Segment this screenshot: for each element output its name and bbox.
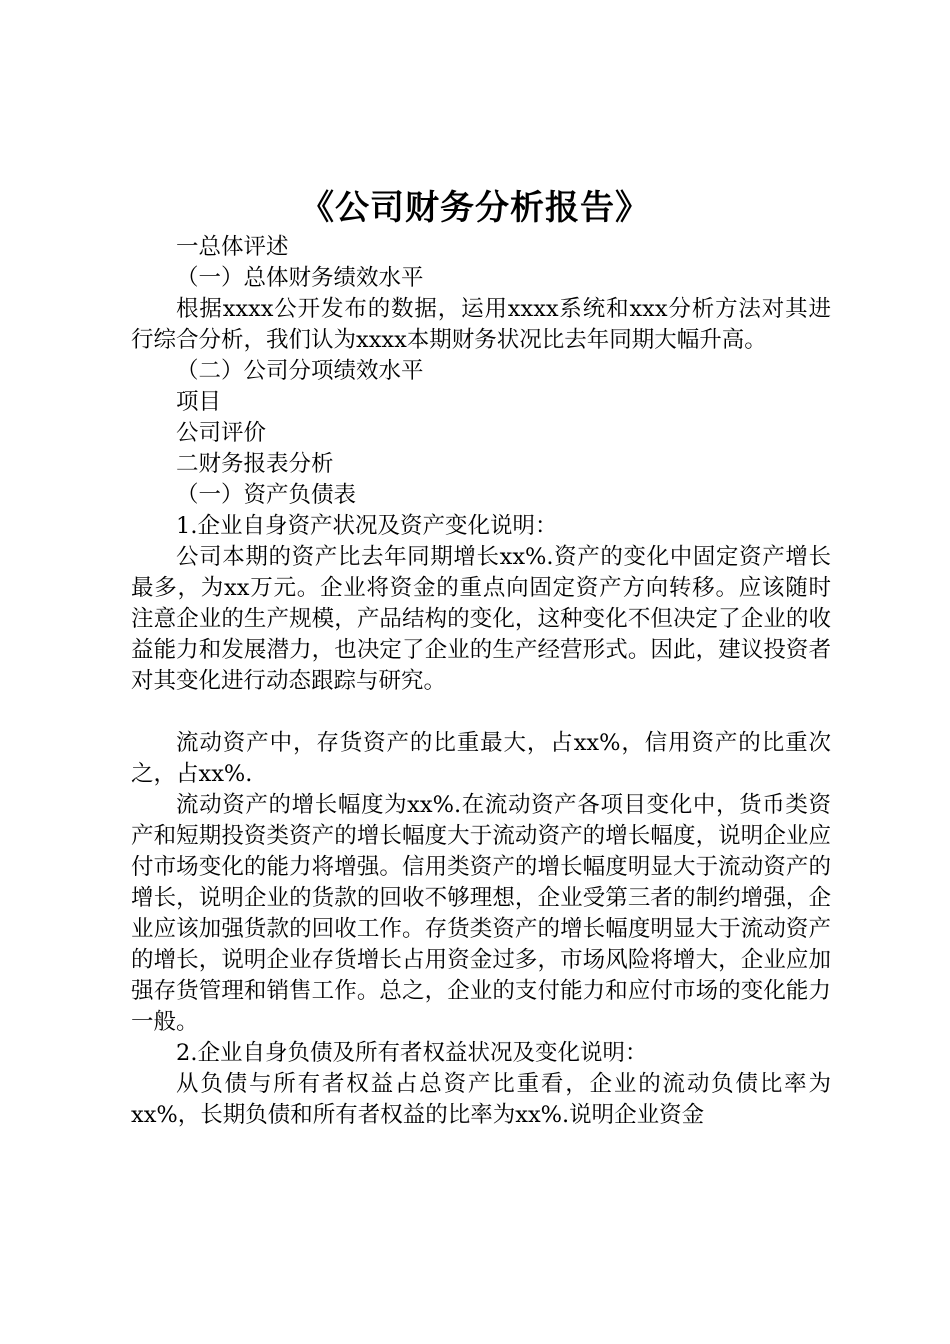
blank-line [131,697,831,728]
paragraph-overall-analysis: 根据xxxx公开发布的数据，运用xxxx系统和xxx分析方法对其进行综合分析，我们认为xxxx本期财务状况比去年同期大幅升高。 [131,296,831,353]
sub-heading-liabilities-equity: 2.企业自身负债及所有者权益状况及变化说明： [176,1040,648,1066]
company-evaluation-label: 公司评价 [176,420,267,446]
document-body [131,232,831,1131]
paragraph-current-assets-share: 流动资产中，存货资产的比重最大，占xx%，信用资产的比重次之，占xx%. [131,730,831,787]
subsection-heading-overall-performance: （一）总体财务绩效水平 [176,265,424,291]
sub-heading-asset-status: 1.企业自身资产状况及资产变化说明： [176,513,558,539]
subsection-heading-balance-sheet: （一）资产负债表 [176,482,357,508]
section-heading-statement-analysis: 二财务报表分析 [176,451,334,477]
section-heading-overall-review: 一总体评述 [176,234,289,260]
paragraph-liabilities-ratio: 从负债与所有者权益占总资产比重看，企业的流动负债比率为xx%，长期负债和所有者权益的比率为xx%.说明企业资金 [131,1071,831,1128]
item-label: 项目 [176,389,222,415]
subsection-heading-itemized-performance: （二）公司分项绩效水平 [176,358,424,384]
paragraph-current-assets-growth: 流动资产的增长幅度为xx%.在流动资产各项目变化中，货币类资产和短期投资类资产的增长幅度大于流动资产的增长幅度，说明企业应付市场变化的能力将增强。信用类资产的增长幅度明显大于流动资产的增长，说明企业的货款的回收不够理想，企业受第三者的制约增强，企业应该加强货款的回收工作。存货类资产的增长幅度明显大于流动资产的增长，说明企业存货增长占用资金过多，市场风险将增大，企业应加强存货管理和销售工作。总之，企业的支付能力和应付市场的变化能力一般。 [131,792,831,1035]
paragraph-asset-change: 公司本期的资产比去年同期增长xx%.资产的变化中固定资产增长最多，为xx万元。企业将资金的重点向固定资产方向转移。应该随时注意企业的生产规模，产品结构的变化，这种变化不但决定了企业的收益能力和发展潜力，也决定了企业的生产经营形式。因此，建议投资者对其变化进行动态跟踪与研究。 [131,544,831,694]
document-title: 《公司财务分析报告》 [300,188,650,228]
